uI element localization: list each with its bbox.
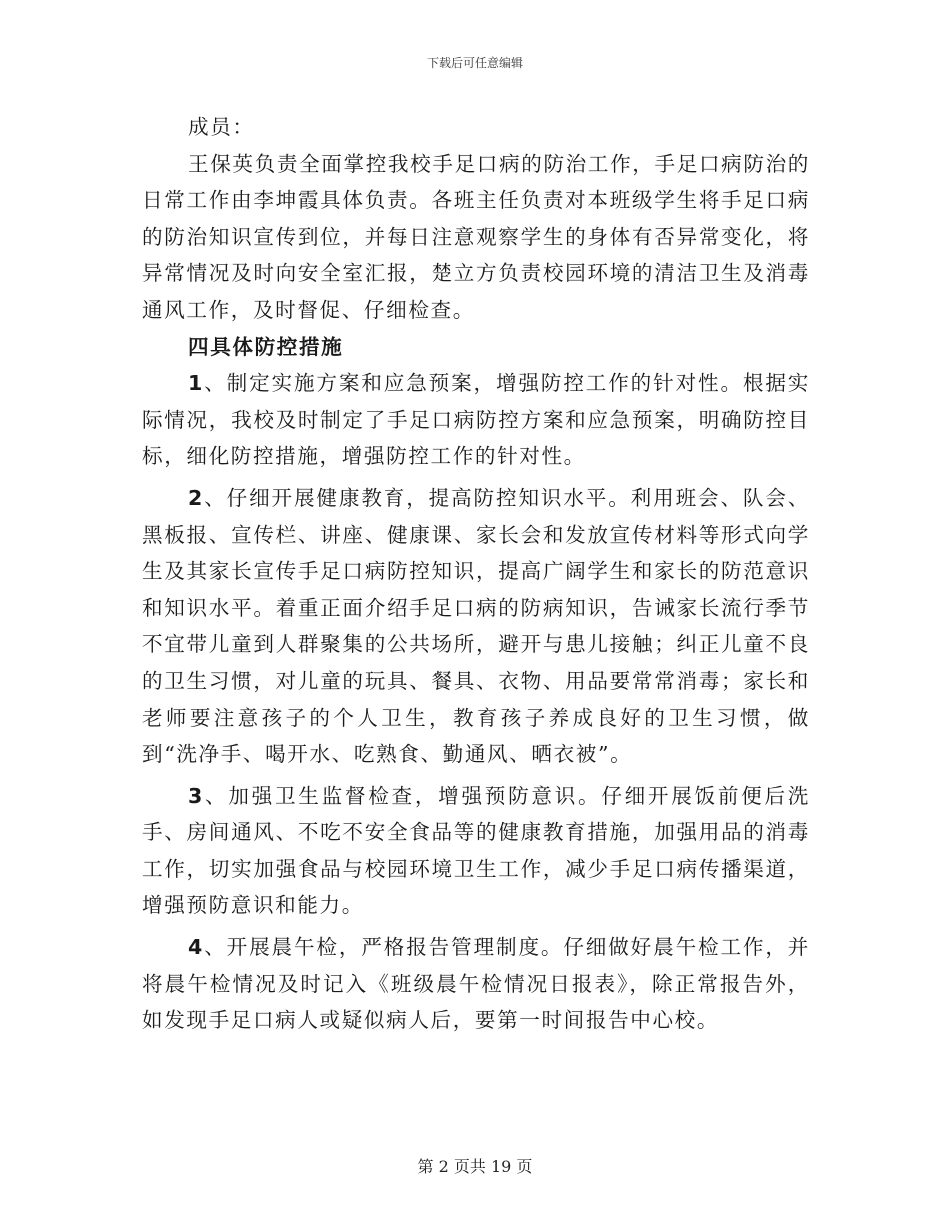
item-number: 3 [188, 783, 204, 808]
item-number: 2 [188, 485, 204, 510]
measure-item [142, 365, 810, 475]
page-indicator: 第 2 页共 19 页 [417, 1157, 533, 1176]
measure-item [142, 778, 810, 924]
members-paragraph: 王保英负责全面掌控我校手足口病的防治工作，手足口病防治的日常工作由李坤霞具体负责。各班主任负责对本班级学生将手足口病的防治知识宣传到位，并每日注意观察学生的身体有否异常变化，将异常情况及时向安全室汇报，楚立方负责校园环境的清洁卫生及消毒通风工作，及时督促、仔细检查。 [142, 151, 810, 322]
measure-item [142, 480, 810, 773]
item-text: 、加强卫生监督检查，增强预防意识。仔细开展饭前便后洗手、房间通风、不吃不安全食品等的健康教育措施，加强用品的消毒工作，切实加强食品与校园环境卫生工作，减少手足口病传播渠道，增强预防意识和能力。 [142, 783, 810, 918]
section-heading: 四具体防控措施 [188, 334, 344, 359]
item-text: 、制定实施方案和应急预案，增强防控工作的针对性。根据实际情况，我校及时制定了手足口病防控方案和应急预案，明确防控目标，细化防控措施，增强防控工作的针对性。 [142, 371, 810, 469]
item-text: 、开展晨午检，严格报告管理制度。仔细做好晨午检工作，并将晨午检情况及时记入《班级晨午检情况日报表》，除正常报告外，如发现手足口病人或疑似病人后，要第一时间报告中心校。 [142, 935, 810, 1033]
item-number: 1 [188, 371, 204, 396]
item-number: 4 [188, 935, 204, 960]
document-body [142, 109, 810, 1039]
item-text: 、仔细开展健康教育，提高防控知识水平。利用班会、队会、黑板报、宣传栏、讲座、健康课、家长会和发放宣传材料等形式向学生及其家长宣传手足口病防控知识，提高广阔学生和家长的防范意识和知识水平。着重正面介绍手足口病的防病知识，告诫家长流行季节不宜带儿童到人群聚集的公共场所，避开与患儿接触；纠正儿童不良的卫生习惯，对儿童的玩具、餐具、衣物、用品要常常消毒；家长和老师要注意孩子的个人卫生，教育孩子养成良好的卫生习惯，做到“洗净手、喝开水、吃熟食、勤通风、晒衣被”。 [142, 485, 810, 767]
members-label: 成员： [188, 115, 255, 139]
measure-item [142, 929, 810, 1039]
header-note: 下载后可任意编辑 [426, 56, 523, 70]
